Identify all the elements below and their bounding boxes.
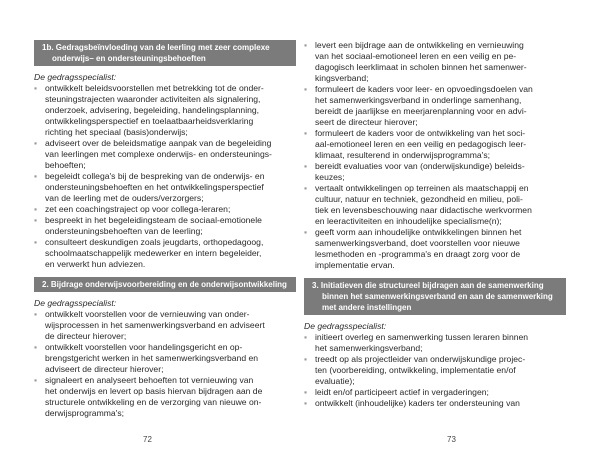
list-item	[34, 309, 296, 342]
list-item-line: ontwikkelingsperspectief en toelaatbaarheidsverklaring	[45, 116, 254, 126]
list-item-line: treedt op als projectleider van onderwijskundige projec-	[315, 354, 526, 364]
section-3-list	[304, 332, 566, 409]
list-item-line: formuleert de kaders voor leer- en opvoedingsdoelen van	[315, 84, 533, 94]
section-2-heading	[34, 277, 296, 292]
bullet-icon: ▪	[34, 309, 38, 319]
page-number-right: 73	[447, 435, 456, 444]
list-item-line: en verwerkt hun adviezen.	[45, 259, 146, 269]
list-item	[304, 387, 566, 398]
list-item	[304, 84, 566, 128]
bullet-icon: ▪	[34, 237, 38, 247]
list-item-line: geeft vorm aan inhoudelijke ontwikkelingen binnen het	[315, 227, 522, 237]
list-item-line: evaluatie);	[315, 376, 355, 386]
bullet-icon: ▪	[34, 342, 38, 352]
list-item	[304, 398, 566, 409]
list-item-line: dagogisch leerklimaat in scholen binnen het samenwer-	[315, 62, 527, 72]
bullet-icon: ▪	[304, 183, 308, 193]
heading-line: onderwijs– en ondersteuningsbehoeften	[52, 54, 206, 63]
list-item-line: lesmethoden en -programma's en draagt zorg voor de	[315, 249, 521, 259]
left-page	[34, 40, 296, 419]
bullet-icon: ▪	[304, 161, 308, 171]
bullet-icon: ▪	[34, 215, 38, 225]
list-item-line: ontwikkelt beleidsvoorstellen met betrekking tot de onder-	[45, 83, 264, 93]
list-item-line: tiek en levensbeschouwing naar didactische werkvormen	[315, 205, 532, 215]
list-item-line: richting het speciaal (basis)onderwijs;	[45, 127, 188, 137]
section-3-heading	[304, 278, 566, 315]
list-item-line: brengstgericht werken in het samenwerkingsverband en	[45, 353, 259, 363]
list-item-line: consulteert deskundigen zoals jeugdarts, orthopedagoog,	[45, 237, 264, 247]
bullet-icon: ▪	[34, 204, 38, 214]
bullet-icon: ▪	[304, 128, 308, 138]
list-item	[34, 204, 296, 215]
list-item-line: seert de directeur hierover;	[315, 117, 418, 127]
list-item	[304, 183, 566, 227]
list-item-line: klimaat, resulterend in onderwijsprogramma's;	[315, 150, 491, 160]
list-item	[34, 375, 296, 419]
list-item-line: keuzes;	[315, 172, 345, 182]
list-item-line: levert een bijdrage aan de ontwikkeling en vernieuwing	[315, 40, 524, 50]
bullet-icon: ▪	[304, 398, 308, 408]
list-item-line: zet een coachingstraject op voor collega-leraren;	[45, 204, 231, 214]
section-2-subheading: De gedragsspecialist:	[34, 298, 117, 308]
list-item-line: ten (voorbereiding, ontwikkeling, implementatie en/of	[315, 365, 516, 375]
list-item-line: bereidt evaluaties voor van (onderwijskundige) beleids-	[315, 161, 525, 171]
heading-line: binnen het samenwerkingsverband en aan de samenwerking	[322, 292, 553, 301]
heading-line: 3. Initiatieven die structureel bijdragen aan de samenwerking	[312, 281, 544, 290]
list-item	[304, 161, 566, 183]
list-item-line: aal-emotioneel leren en een veilig en pedagogisch leer-	[315, 139, 527, 149]
heading-line: 2. Bijdrage onderwijsvoorbereiding en de onderwijsontwikkeling	[42, 280, 287, 289]
section-1b-subheading: De gedragsspecialist:	[34, 72, 117, 82]
list-item-line: ontwikkelt voorstellen voor de vernieuwing van onder-	[45, 309, 250, 319]
heading-line: 1b. Gedragsbeïnvloeding van de leerling met zeer complexe	[42, 43, 270, 52]
bullet-icon: ▪	[34, 83, 38, 93]
heading-line: met andere instellingen	[322, 303, 412, 312]
list-item-line: behoeften;	[45, 160, 86, 170]
bullet-icon: ▪	[304, 332, 308, 342]
list-item-line: wijsprocessen in het samenwerkingsverband en adviseert	[45, 320, 265, 330]
list-item	[34, 171, 296, 204]
list-item-line: steuningstrajecten waaronder activiteiten als signalering,	[45, 94, 261, 104]
list-item-line: de directeur hierover;	[45, 331, 127, 341]
bullet-icon: ▪	[34, 375, 38, 385]
list-item-line: bereidt de jaarlijkse en meerjarenplanning voor en advi-	[315, 106, 527, 116]
list-item	[34, 215, 296, 237]
list-item-line: derwijsprogramma's;	[45, 408, 125, 418]
list-item-line: adviseert over de beleidsmatige aanpak van de begeleiding	[45, 138, 272, 148]
list-item	[34, 138, 296, 171]
bullet-icon: ▪	[304, 40, 308, 50]
bullet-icon: ▪	[304, 354, 308, 364]
list-item	[304, 128, 566, 161]
bullet-icon: ▪	[304, 227, 308, 237]
list-item-line: en leeractiviteiten en inhoudelijke specialisme(n);	[315, 216, 502, 226]
list-item-line: adviseert de directeur hierover;	[45, 364, 164, 374]
list-item-line: ondersteuningsbehoeften en het ontwikkelingsperspectief	[45, 182, 264, 192]
list-item-line: van leerlingen met complexe onderwijs- en ondersteunings-	[45, 149, 272, 159]
list-item-line: kingsverband;	[315, 73, 369, 83]
list-item-line: formuleert de kaders voor de ontwikkeling van het soci-	[315, 128, 526, 138]
bullet-icon: ▪	[34, 138, 38, 148]
bullet-icon: ▪	[34, 171, 38, 181]
list-item-line: leidt en/of participeert actief in vergaderingen;	[315, 387, 489, 397]
list-item-line: initieert overleg en samenwerking tussen leraren binnen	[315, 332, 529, 342]
list-item-line: onderzoek, advisering, begeleiding, handelingsplanning,	[45, 105, 260, 115]
list-item-line: signaleert en analyseert behoeften tot vernieuwing van	[45, 375, 254, 385]
list-item	[304, 332, 566, 354]
section-2-list	[34, 309, 296, 419]
list-item-line: implementatie ervan.	[315, 260, 395, 270]
list-item	[34, 237, 296, 270]
list-item-line: het onderwijs en levert op basis hiervan bijdragen aan de	[45, 386, 263, 396]
list-item-line: ontwikkelt voorstellen voor handelingsgericht en op-	[45, 342, 243, 352]
continued-list	[304, 40, 566, 271]
list-item	[304, 227, 566, 271]
list-item-line: vertaalt ontwikkelingen op terreinen als maatschappij en	[315, 183, 529, 193]
list-item-line: bespreekt in het begeleidingsteam de sociaal-emotionele	[45, 215, 262, 225]
page-number-left: 72	[143, 435, 152, 444]
list-item-line: cultuur, natuur en techniek, gezondheid en milieu, poli-	[315, 194, 523, 204]
section-1b-list	[34, 83, 296, 270]
list-item-line: van de leerling met de ouders/verzorgers;	[45, 193, 204, 203]
section-1b-heading	[34, 40, 296, 66]
bullet-icon: ▪	[304, 84, 308, 94]
list-item-line: schoolmaatschappelijk medewerker en intern begeleider,	[45, 248, 262, 258]
list-item-line: begeleidt collega's bij de bespreking van de onderwijs- en	[45, 171, 265, 181]
list-item	[304, 354, 566, 387]
list-item-line: ondersteuningsbehoeften van de leerling;	[45, 226, 203, 236]
list-item-line: structurele ontwikkeling en de verzorging van nieuwe on-	[45, 397, 262, 407]
section-3-subheading: De gedragsspecialist:	[304, 321, 387, 331]
bullet-icon: ▪	[304, 387, 308, 397]
list-item	[304, 40, 566, 84]
right-page	[304, 40, 566, 409]
list-item-line: samenwerkingsverband, doet voorstellen voor nieuwe	[315, 238, 520, 248]
list-item-line: ontwikkelt (inhoudelijke) kaders ter ondersteuning van	[315, 398, 520, 408]
list-item	[34, 342, 296, 375]
list-item-line: het samenwerkingsverband;	[315, 343, 423, 353]
list-item	[34, 83, 296, 138]
list-item-line: van het sociaal-emotioneel leren en een veilig en pe-	[315, 51, 517, 61]
list-item-line: het samenwerkingsverband in onderlinge samenhang,	[315, 95, 522, 105]
